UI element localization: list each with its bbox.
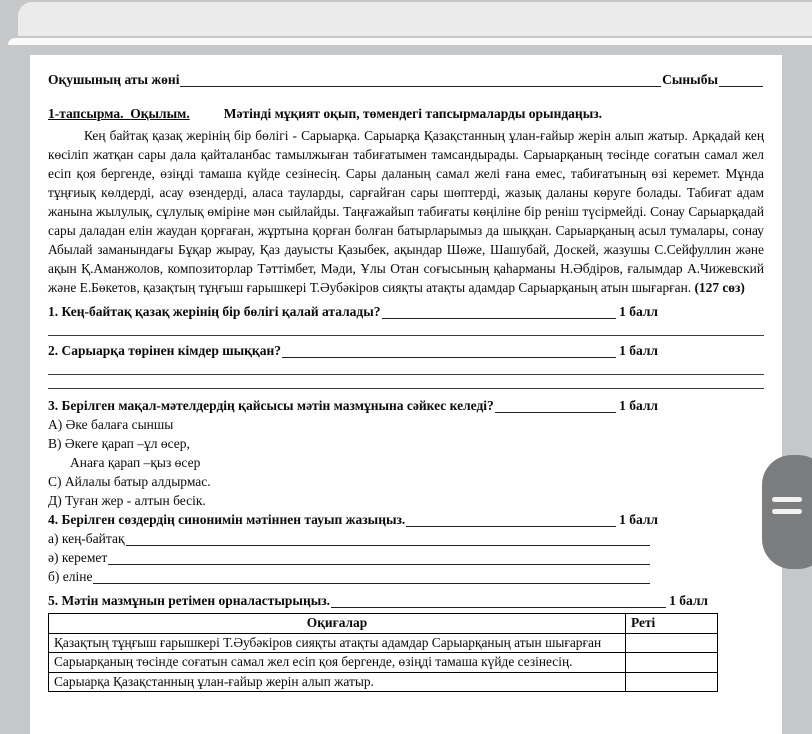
- task-number: 1-тапсырма.: [48, 106, 124, 121]
- events-column-header: Оқиғалар: [49, 614, 626, 634]
- question-2-points: 1 балл: [619, 343, 658, 358]
- word-count: (127 сөз): [694, 280, 745, 295]
- order-cell: [626, 633, 718, 653]
- question-1-label: 1. Кең-байтақ қазақ жерінің бір бөлігі қалай аталады?: [48, 304, 381, 319]
- question-4-label: 4. Берілген сөздердің синонимін мәтіннен тауып жазыңыз.: [48, 512, 406, 527]
- question-1-points: 1 балл: [619, 304, 658, 319]
- event-cell: Сарыарқаның төсінде соғатын самал жел есіп қоя бергенде, өзіңді тамаша күйде сезінесің.: [49, 653, 626, 673]
- table-row: [49, 633, 718, 653]
- q3-option-c: С) Айлалы батыр алдырмас.: [48, 474, 211, 489]
- q4-item-b-blank: [108, 564, 650, 565]
- question-2-row: [48, 341, 658, 360]
- sequence-table: [48, 613, 718, 692]
- table-row: [49, 672, 718, 692]
- question-5-row: [48, 591, 708, 610]
- question-3-label: 3. Берілген мақал-мәтелдердің қайсысы мәтін мазмұнына сәйкес келеді?: [48, 398, 494, 413]
- question-5-points: 1 балл: [669, 593, 708, 608]
- order-cell: [626, 653, 718, 673]
- question-5-answer-blank: [331, 607, 666, 608]
- q3-option-b: В) Әкеге қарап –ұл өсер,: [48, 436, 190, 451]
- class-blank: [719, 86, 763, 87]
- q4-item-a-label: а) кең-байтақ: [48, 531, 125, 546]
- task-heading: [48, 104, 764, 123]
- question-1-row: [48, 302, 658, 321]
- order-cell: [626, 672, 718, 692]
- q4-item-c-blank: [93, 583, 650, 584]
- q4-item-c: [48, 567, 651, 586]
- order-column-header: Реті: [626, 614, 718, 634]
- q4-item-a: [48, 529, 651, 548]
- q3-option-b-line2: Анаға қарап –қыз өсер: [70, 455, 201, 470]
- handle-grip-icon: [772, 509, 802, 514]
- worksheet-page: [30, 55, 782, 734]
- question-4-points: 1 балл: [619, 512, 658, 527]
- q3-option-a: А) Әке балаға сыншы: [48, 417, 174, 432]
- question-4-answer-blank: [406, 526, 616, 527]
- task-number-group: [48, 106, 190, 121]
- answer-line: [48, 360, 764, 375]
- question-2-label: 2. Сарыарқа төрінен кімдер шыққан?: [48, 343, 281, 358]
- class-label: Сыныбы: [662, 72, 718, 87]
- event-cell: Сарыарқа Қазақстанның ұлан-ғайыр жерін алып жатыр.: [49, 672, 626, 692]
- event-cell: Қазақтың тұңғыш ғарышкері Т.Әубәкіров сияқты атақты адамдар Сарыарқаның атын шығарған: [49, 633, 626, 653]
- question-3-answer-blank: [495, 412, 616, 413]
- answer-line: [48, 321, 764, 336]
- reading-passage: [48, 126, 764, 297]
- question-3-points: 1 балл: [619, 398, 658, 413]
- question-3-row: [48, 396, 658, 415]
- task-instruction: Мәтінді мұқият оқып, төмендегі тапсырмаларды орындаңыз.: [223, 106, 603, 121]
- q4-item-b-label: ә) керемет: [48, 550, 108, 565]
- student-header-line: [48, 70, 764, 89]
- student-name-label: Оқушының аты жөні: [48, 72, 180, 87]
- question-1-answer-blank: [382, 318, 617, 319]
- q3-option-d: Д) Туған жер - алтын бесік.: [48, 493, 206, 508]
- table-row: [49, 653, 718, 673]
- handle-grip-icon: [772, 497, 802, 502]
- q4-item-b: [48, 548, 651, 567]
- task-type: Оқылым.: [130, 106, 190, 121]
- page-top-edge: [8, 38, 812, 45]
- question-2-answer-blank: [282, 357, 616, 358]
- reading-text: Кең байтақ қазақ жерінің бір бөлігі - Сарыарқа. Сарыарқа Қазақстанның ұлан-ғайыр жерін алып жатыр. Арқадай кең көсіліп жатқан сары дала қайталанбас тамылжыған табиғатымен тамсандырады. Сарыарқаның төсінде соғатын самал жел есіп қоя бергенде, өзіңді тамаша күйде сезінесің. Сары даланың самал желі ғана емес, табиғатының өзі керемет. Мұнда тұңғиық көлдерді, асау өзендерді, аласа тауларды, сарғайған сары шөптерді, жазық даланы көруге болады. Табиғат адам жанына жылулық, сұлулық өміріне мән сыйлайды. Таңғажайып табиғаты көңіліне бір реніш түсірмейді. Сонау Сарыарқадай сары даладан елін жаудан қорғаған, жұртына қорған болған батырларымыз да шыққан. Сарыарқаның асыл тумалары, сонау Абылай заманындағы Бұқар жырау, Қаз дауысты Қазыбек, ақындар Шөже, Шашубай, Доскей, жазушы С.Сейфуллин және ақын Қ.Аманжолов, композиторлар Тәттімбет, Мәди, Ұлы Отан соғысының қаһарманы Н.Әбдіров, ғалымдар А.Чижевский және Е.Бөкетов, қазақтың тұңғыш ғарышкері Т.Әубәкіров сияқты атақты адамдар Сарыарқаның атын шығарған.: [48, 128, 764, 295]
- answer-line: [48, 375, 764, 389]
- top-toolbar: [18, 2, 812, 36]
- q4-item-a-blank: [126, 545, 651, 546]
- question-5-label: 5. Мәтін мазмұнын ретімен орналастырыңыз.: [48, 593, 331, 608]
- question-4-row: [48, 510, 658, 529]
- q4-item-c-label: б) еліне: [48, 569, 93, 584]
- student-name-blank: [180, 86, 661, 87]
- side-panel-handle[interactable]: [762, 455, 812, 569]
- table-header-row: [49, 614, 718, 634]
